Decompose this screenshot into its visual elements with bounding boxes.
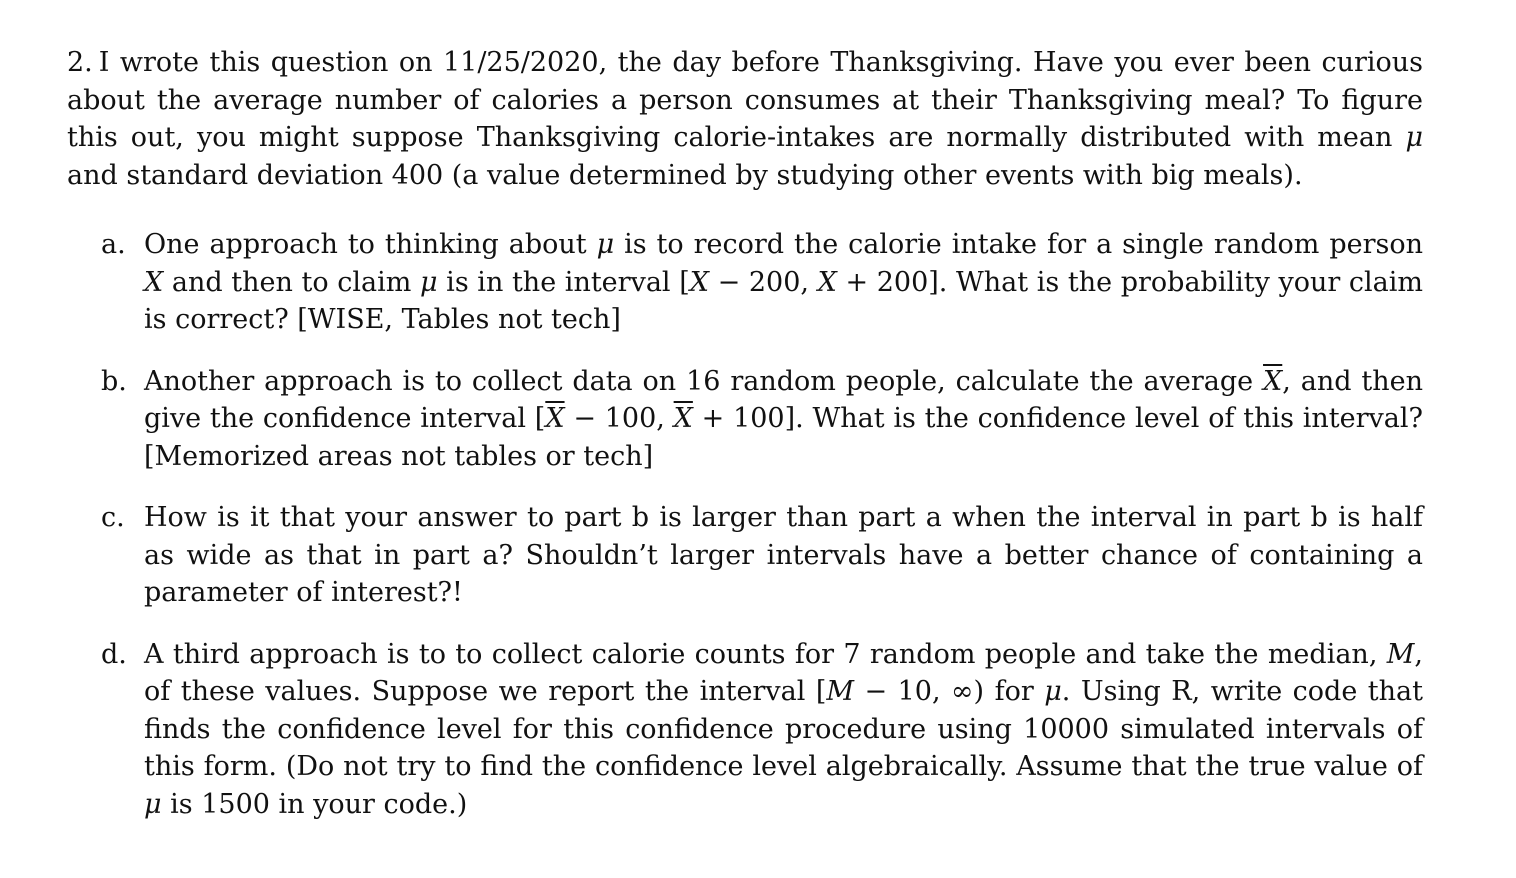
- question-intro: 2. I wrote this question on 11/25/2020, the day before Thanksgiving. Have you ever been curious about the average number of calories a person consumes at their Thanksgiving meal? To figure this out, you might suppose Thanksgiving calorie-intakes are normally distributed with mean μ and standard deviation 400 (a value determined by studying other events with big meals).: [67, 47, 1423, 191]
- math-m: M: [826, 676, 855, 707]
- math-x-bar: $\overline{X}$: [673, 403, 693, 434]
- part-a: a. One approach to thinking about μ is to record the calorie intake for a single random person X and then to claim μ is in the interval [X − 200, X + 200]. What is the probability your claim is correct? [WISE, Tables not tech]: [67, 226, 1423, 339]
- question-number: 2.: [67, 47, 93, 78]
- math-x: X: [689, 266, 709, 298]
- math-x: X: [817, 266, 837, 298]
- math-x-bar: $\overline{X}$: [545, 403, 565, 434]
- math-x: X: [144, 266, 164, 298]
- math-mu: μ: [1405, 122, 1423, 153]
- question-page: [67, 44, 1423, 823]
- math-mu: μ: [596, 229, 615, 260]
- part-c: c. How is it that your answer to part b is larger than part a when the interval in part b is half as wide as that in part a? Shouldn’t larger intervals have a better chance of containing a parameter of interest?!: [67, 499, 1423, 612]
- question-parts: [67, 226, 1423, 823]
- part-d: d. A third approach is to to collect calorie counts for 7 random people and take the median, M, of these values. Suppose we report the interval [M − 10, ∞) for μ. Using R, write code that finds the confidence level for this confidence procedure using 10000 simulated intervals of this form. (Do not try to find the confidence level algebraically. Assume that the true value of μ is 1500 in your code.): [67, 636, 1423, 824]
- part-a-label: a.: [101, 229, 126, 260]
- part-b: b. Another approach is to collect data on 16 random people, calculate the average $\overline{X}$, and then give the confidence interval [$\overline{X} - 100$, $\overline{X} + 100$]. What is the confidence level of this interval? [Memorized areas not tables or tech]: [67, 363, 1423, 476]
- math-m: M: [1386, 638, 1415, 670]
- math-mu: μ: [419, 266, 438, 298]
- math-mu: μ: [144, 788, 162, 820]
- math-mu: μ: [1044, 676, 1062, 707]
- part-c-label: c.: [101, 502, 125, 533]
- math-x-bar: $\overline{X}$: [1263, 365, 1283, 397]
- part-b-label: b.: [101, 365, 127, 397]
- part-d-label: d.: [101, 638, 127, 670]
